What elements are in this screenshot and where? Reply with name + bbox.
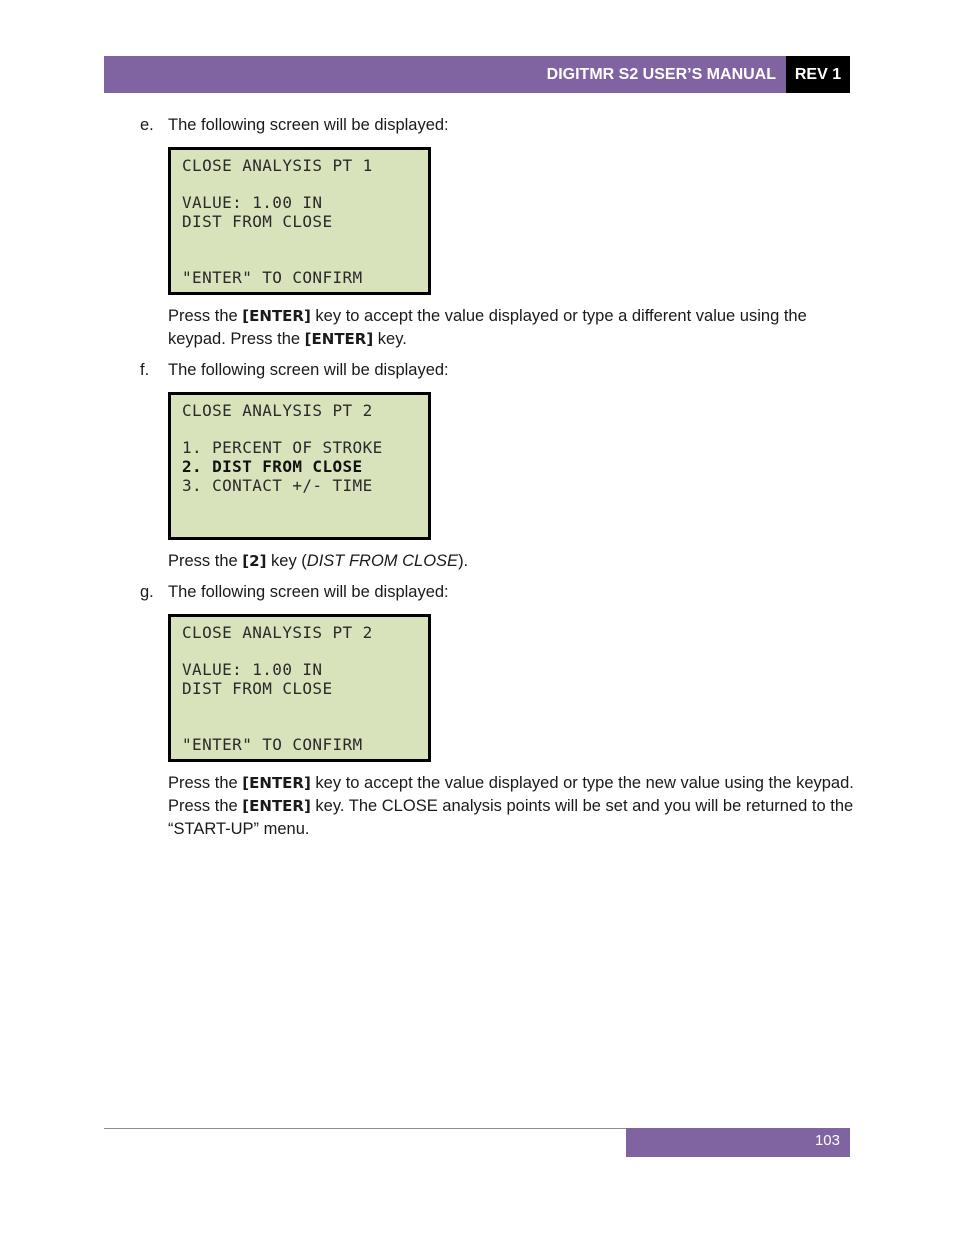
lcd-line: DIST FROM CLOSE [182,679,333,698]
lcd-menu-option-1: 1. PERCENT OF STROKE [182,438,383,457]
enter-key-label: [ENTER] [304,330,374,348]
footer-page-box [626,1128,850,1157]
lcd-line: DIST FROM CLOSE [182,212,333,231]
step-text: The following screen will be displayed: [168,361,449,379]
lcd-screen-close-analysis-pt1 [168,147,431,295]
instruction-text: key ( [266,552,307,570]
lcd-line: "ENTER" TO CONFIRM [182,268,363,287]
lcd-line: VALUE: 1.00 IN [182,660,323,679]
header-bar [104,56,786,93]
instruction-text: key. [373,330,407,348]
step-marker: e. [140,116,154,134]
lcd-menu-option-3: 3. CONTACT +/- TIME [182,476,373,495]
lcd-screen-close-analysis-pt2 [168,614,431,762]
enter-key-label: [ENTER] [242,307,311,325]
instruction-text: Press the [168,307,243,325]
instruction-f [168,550,858,573]
revision-badge: REV 1 [786,56,850,93]
page-number: 103 [814,1132,840,1149]
lcd-line: VALUE: 1.00 IN [182,193,323,212]
enter-key-label: [ENTER] [242,774,311,792]
instruction-e [168,305,858,351]
step-text: The following screen will be displayed: [168,116,449,134]
instruction-text: key. The CLOSE analysis points will be set and you will be returned to the “START-UP” menu. [168,797,854,838]
step-e [140,116,449,135]
instruction-g [168,772,858,841]
step-marker: g. [140,583,154,601]
enter-key-label: [ENTER] [242,797,311,815]
manual-title: DIGITMR S2 USER’S MANUAL [546,66,776,83]
lcd-line: CLOSE ANALYSIS PT 2 [182,401,373,420]
step-text: The following screen will be displayed: [168,583,449,601]
instruction-text: Press the [168,774,243,792]
lcd-screen-close-analysis-menu [168,392,431,540]
step-marker: f. [140,361,150,379]
lcd-menu-option-2-selected: 2. DIST FROM CLOSE [182,457,363,476]
key-2-label: [2] [242,552,267,570]
step-g [140,583,449,602]
instruction-text: Press the [168,552,243,570]
lcd-line: CLOSE ANALYSIS PT 1 [182,156,373,175]
menu-option-reference: DIST FROM CLOSE [306,552,459,570]
instruction-text: key to accept the value displayed or type a different value using the keypad. Press the [168,307,807,348]
lcd-line: CLOSE ANALYSIS PT 2 [182,623,373,642]
step-f [140,361,449,380]
instruction-text: ). [458,552,469,570]
footer-divider [104,1128,626,1129]
instruction-text: key to accept the value displayed or type the new value using the keypad. Press the [168,774,854,815]
lcd-line: "ENTER" TO CONFIRM [182,735,363,754]
